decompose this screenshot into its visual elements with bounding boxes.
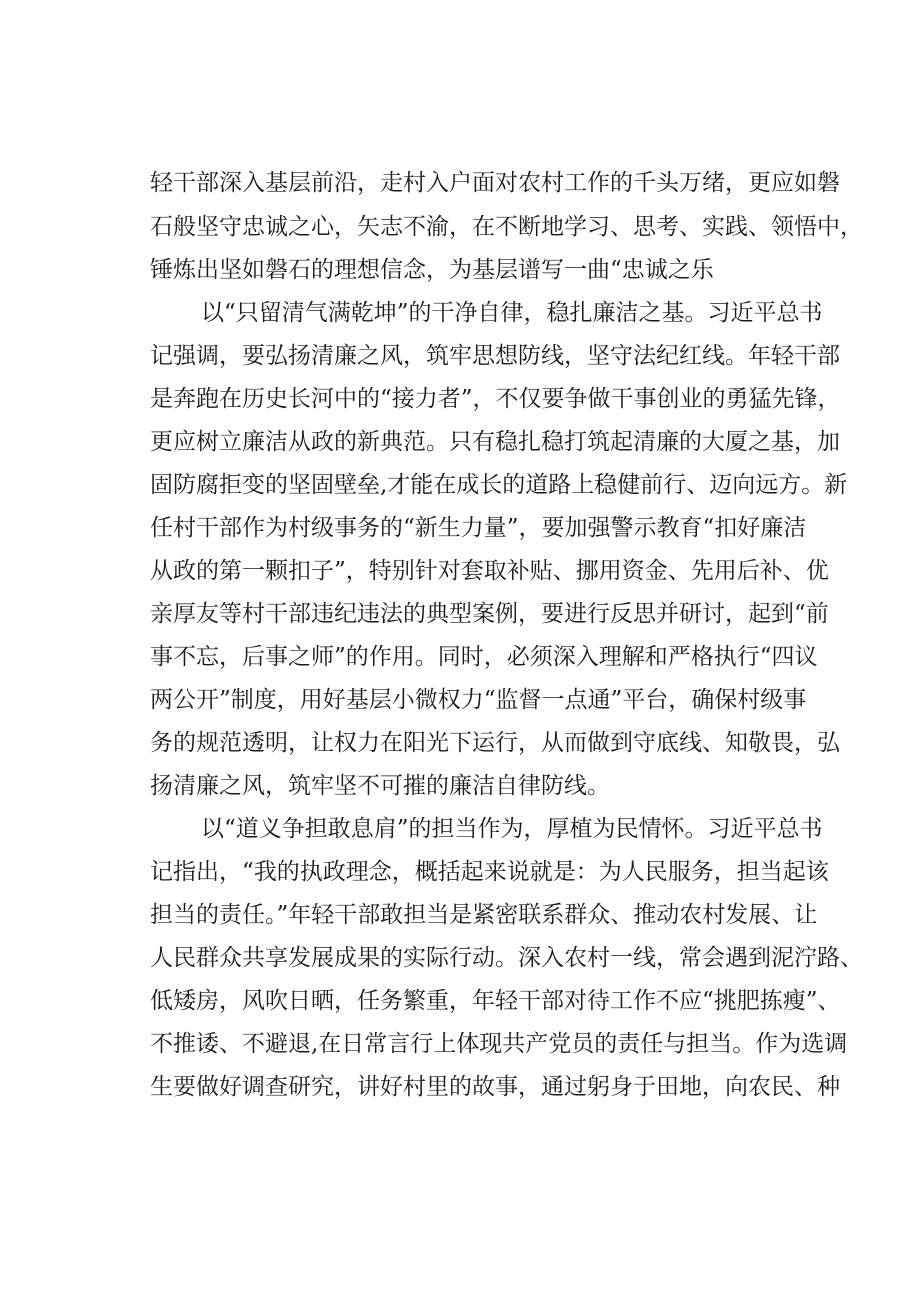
paragraph-line: 低矮房，风吹日晒，任务繁重，年轻干部对待工作不应“挑肥拣瘦”、 [150,988,841,1014]
paragraph-line: 任村干部作为村级事务的“新生力量”，要加强警示教育“扣好廉洁 [150,515,807,541]
paragraph-line: 从政的第一颗扣子”，特别针对套取补贴、挪用资金、先用后补、优 [150,558,829,584]
paragraph-line: 生要做好调查研究，讲好村里的故事，通过躬身于田地，向农民、种 [150,1074,840,1100]
paragraph-line: 记指出，“我的执政理念，概括起来说就是：为人民服务，担当起该 [150,859,829,885]
paragraph-line: 石般坚守忠诚之心，矢志不渝，在不断地学习、思考、实践、领悟中， [150,214,863,240]
paragraph-line: 更应树立廉洁从政的新典范。只有稳扎稳打筑起清廉的大厦之基，加 [150,429,840,455]
paragraph-line: 事不忘，后事之师”的作用。同时，必须深入理解和严格执行“四议 [150,644,818,670]
paragraph-line: 扬清廉之风，筑牢坚不可摧的廉洁自律防线。 [150,773,610,799]
paragraph-line: 务的规范透明，让权力在阳光下运行，从而做到守底线、知敬畏，弘 [150,730,840,756]
paragraph-line: 担当的责任。”年轻干部敢担当是紧密联系群众、推动农村发展、让 [150,902,818,928]
paragraph-line: 轻干部深入基层前沿，走村入户面对农村工作的千头万绪，更应如磐 [150,170,840,196]
paragraph-line: 不推诿、不避退,在日常言行上体现共产党员的责任与担当。作为选调 [150,1031,848,1057]
paragraph-line: 两公开”制度，用好基层小微权力“监督一点通”平台，确保村级事 [150,687,807,713]
paragraph-line: 锤炼出坚如磐石的理想信念，为基层谱写一曲“忠诚之乐 [150,257,714,283]
paragraph-line: 人民群众共享发展成果的实际行动。深入农村一线，常会遇到泥泞路、 [150,945,863,971]
paragraph-line: 是奔跑在历史长河中的“接力者”，不仅要争做干事创业的勇猛先锋， [150,386,841,412]
paragraph-first-line: 以“只留清气满乾坤”的干净自律，稳扎廉洁之基。习近平总书 [201,300,823,326]
paragraph-line: 亲厚友等村干部违纪违法的典型案例，要进行反思并研讨，起到“前 [150,601,829,627]
paragraph-line: 记强调，要弘扬清廉之风，筑牢思想防线，坚守法纪红线。年轻干部 [150,343,840,369]
paragraph-first-line: 以“道义争担敢息肩”的担当作为，厚植为民情怀。习近平总书 [201,816,823,842]
paragraph-line: 固防腐拒变的坚固壁垒,才能在成长的道路上稳健前行、迈向远方。新 [150,472,848,498]
